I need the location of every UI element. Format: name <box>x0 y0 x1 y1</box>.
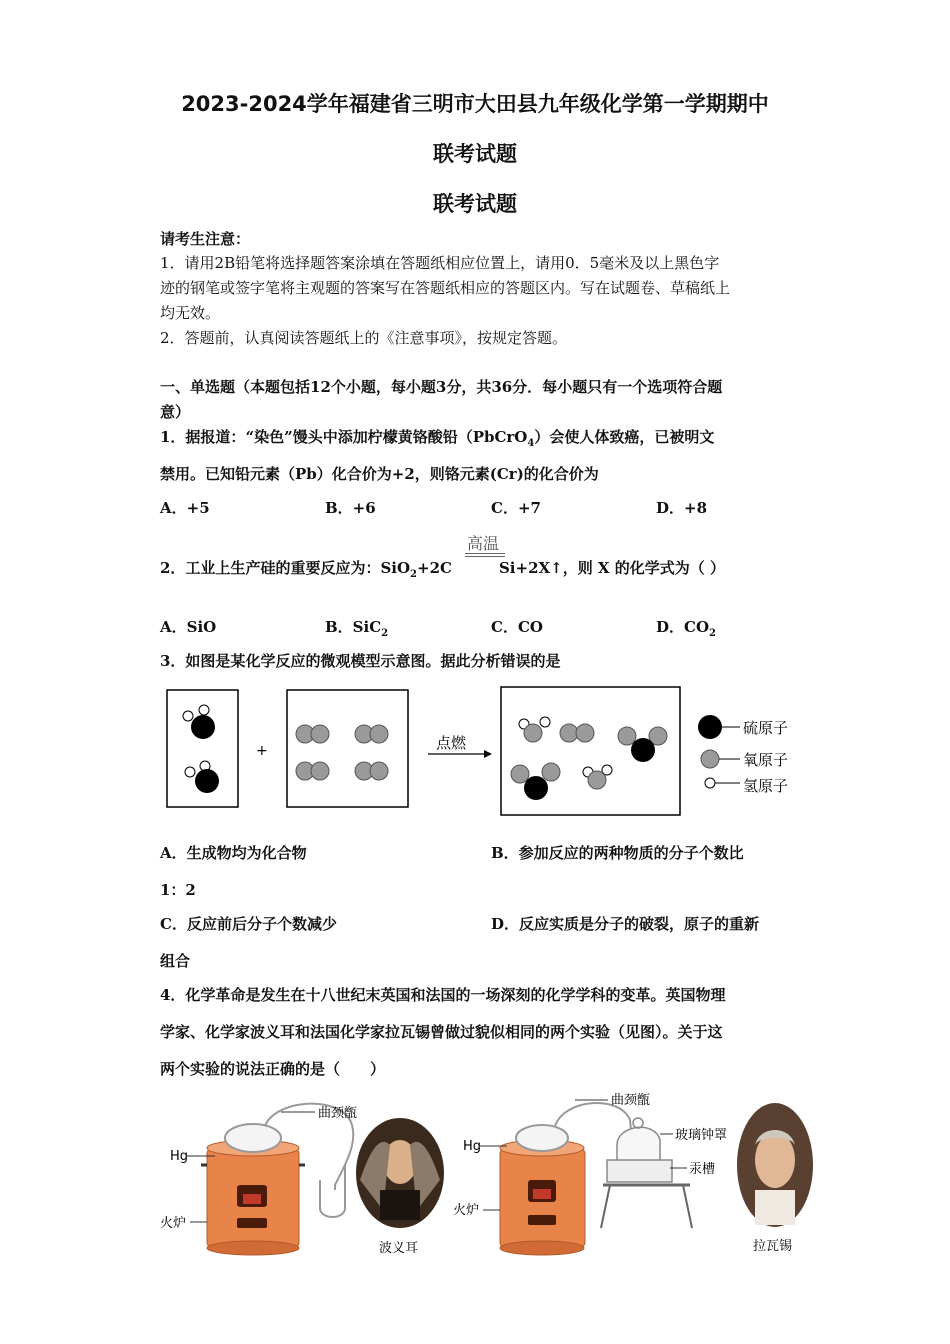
boyle-hg-label: Hg <box>170 1149 189 1164</box>
q2-stem: 2．工业上生产硅的重要反应为：SiO$_2$+2C Si+2X↑，则 X 的化学式为（ ） <box>160 559 726 580</box>
q3-option-a[interactable]: A．生成物均为化合物 <box>160 844 307 862</box>
q3-reaction-diagram <box>160 682 810 817</box>
so2-molecule <box>618 727 667 762</box>
plus-sign: + <box>256 743 268 759</box>
notice-item2: 2．答题前，认真阅读答题纸上的《注意事项》，按规定答题。 <box>160 329 568 347</box>
legend-oxygen <box>701 750 788 769</box>
q1-option-d[interactable]: D．+8 <box>656 499 708 517</box>
q3-option-d-continued: 组合 <box>160 952 191 970</box>
q1-stem-line1: 1．据报道：“染色”馒头中添加柠檬黄铬酸铅（PbCrO$_4$）会使人体致癌，已被明文 <box>160 428 715 449</box>
boyle-furnace-label: 火炉 <box>160 1216 187 1231</box>
lavoisier-retort-label: 曲颈甑 <box>611 1093 651 1108</box>
notice-item1-line1: 1．请用2B铅笔将选择题答案涂填在答题纸相应位置上，请用0．5毫米及以上黑色字 <box>160 254 720 272</box>
svg-text:氧原子: 氧原子 <box>743 751 789 769</box>
exam-title-line1: 2023-2024学年福建省三明市大田县九年级化学第一学期期中 <box>181 92 769 116</box>
boyle-name-label: 波义耳 <box>379 1241 419 1256</box>
h2o-molecule <box>519 717 550 742</box>
q4-stem-line3: 两个实验的说法正确的是（ ） <box>160 1060 386 1078</box>
arrow-label: 点燃 <box>436 734 467 752</box>
q2-option-a[interactable]: A．SiO <box>160 618 217 636</box>
boyle-retort-label: 曲颈甑 <box>318 1106 358 1121</box>
reaction-arrow <box>484 750 492 758</box>
lavoisier-furnace <box>500 1140 585 1255</box>
q1-stem-line2: 禁用。已知铅元素（Pb）化合价为+2，则铬元素(Cr)的化合价为 <box>160 465 599 483</box>
q2-option-d[interactable]: D．$CO_2$ <box>656 618 716 639</box>
trough-label: 汞槽 <box>689 1162 716 1177</box>
boyle-furnace <box>201 1140 305 1255</box>
legend-sulfur <box>698 715 788 739</box>
h2s-molecule <box>185 761 219 793</box>
reactant-box-2 <box>287 690 408 807</box>
lavoisier-portrait <box>737 1103 813 1227</box>
exam-title-line3: 联考试题 <box>433 192 517 216</box>
lavoisier-furnace-label: 火炉 <box>453 1203 480 1218</box>
q3-option-b[interactable]: B．参加反应的两种物质的分子个数比 <box>491 844 744 862</box>
q1-option-c[interactable]: C．+7 <box>491 499 541 517</box>
q3-option-c[interactable]: C．反应前后分子个数减少 <box>160 915 337 933</box>
q3-stem: 3．如图是某化学反应的微观模型示意图。据此分析错误的是 <box>160 652 561 670</box>
svg-text:硫原子: 硫原子 <box>743 719 789 737</box>
o2-molecule <box>560 724 594 742</box>
q4-experiment-figure <box>155 1090 825 1260</box>
q2-option-b[interactable]: B．SiC$_2$ <box>325 618 389 639</box>
bell-jar-label: 玻璃钟罩 <box>675 1128 728 1143</box>
q4-stem-line2: 学家、化学家波义耳和法国化学家拉瓦锡曾做过貌似相同的两个实验（见图）。关于这 <box>160 1023 723 1041</box>
q2-option-c[interactable]: C．CO <box>491 618 543 636</box>
q3-option-b-continued: 1：2 <box>160 881 196 899</box>
lavoisier-name-label: 拉瓦锡 <box>753 1239 793 1254</box>
notice-item1-line3: 均无效。 <box>160 304 221 322</box>
exam-title-line2: 联考试题 <box>433 142 517 166</box>
section-heading-line2: 意） <box>160 403 191 421</box>
section-heading-line1: 一、单选题（本题包括12个小题，每小题3分，共36分．每小题只有一个选项符合题 <box>160 378 723 396</box>
notice-item1-line2: 迹的钢笔或签字笔将主观题的答案写在答题纸相应的答题区内。写在试题卷、草稿纸上 <box>160 279 731 297</box>
q1-option-a[interactable]: A．+5 <box>160 499 210 517</box>
notice-heading: 请考生注意： <box>160 230 251 248</box>
q1-option-b[interactable]: B．+6 <box>325 499 376 517</box>
boyle-portrait <box>356 1118 444 1228</box>
lavoisier-hg-label: Hg <box>463 1139 482 1154</box>
svg-text:氢原子: 氢原子 <box>743 777 789 795</box>
q2-condition: 高温 <box>467 534 500 553</box>
h2s-molecule <box>183 705 215 739</box>
legend-hydrogen <box>705 777 788 795</box>
so2-molecule <box>511 763 560 800</box>
q3-option-d[interactable]: D．反应实质是分子的破裂，原子的重新 <box>491 915 760 933</box>
q4-stem-line1: 4．化学革命是发生在十八世纪末英国和法国的一场深刻的化学学科的变革。英国物理 <box>160 986 726 1004</box>
h2o-molecule <box>583 765 612 789</box>
